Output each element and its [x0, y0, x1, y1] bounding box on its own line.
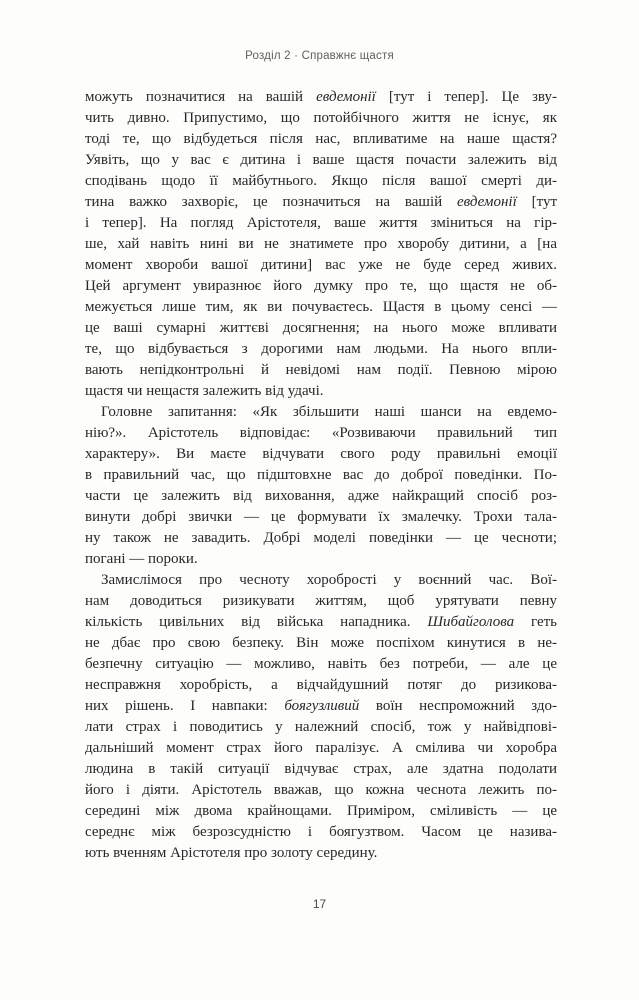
- text-line: тина важко захворіє, це позначиться на вашій евдемонії [тут: [85, 194, 557, 210]
- text-line: ють вченням Арістотеля про золоту середину.: [85, 845, 378, 861]
- text-line: погані — пороки.: [85, 551, 198, 567]
- text-line: части це залежить від виховання, адже найкращий спосіб роз-: [85, 488, 557, 504]
- text-line: нію?». Арістотель відповідає: «Розвиваючи правильний тип: [85, 425, 557, 441]
- text-line: несправжня хоробрість, а відчайдушний потяг до ризикова-: [85, 677, 557, 693]
- text-line: сподівань щодо її майбутнього. Якщо після вашої смерті ди-: [85, 173, 557, 189]
- page-number: 17: [312, 897, 327, 911]
- text-line: щастя чи нещастя залежить від удачі.: [85, 383, 324, 399]
- text-line: в правильний час, що підштовхне вас до доброї поведінки. По-: [85, 467, 557, 483]
- text-line: дальніший момент страх його паралізує. А смілива чи хоробра: [85, 740, 557, 756]
- text-line: лати страх і поводитись у належний спосіб, тож у найвідпові-: [85, 719, 557, 735]
- text-line: ше, хай навіть нині ви не знатимете про хворобу дитини, а [на: [85, 236, 557, 252]
- text-line: те, що відбувається з дорогими нам людьми. На нього впли-: [85, 341, 557, 357]
- text-line: межується лише тим, як ви почуваєтесь. Щастя в цьому сенсі —: [85, 299, 557, 315]
- text-line: ну також не завадить. Добрі моделі поведінки — це чесноти;: [85, 530, 557, 546]
- text-line: не дбає про свою безпеку. Він може поспіхом кинутися в не-: [85, 635, 557, 651]
- text-line: характеру». Ви маєте відчувати свого роду правильні емоції: [85, 446, 557, 462]
- text-line: винути добрі звички — це формувати їх змалечку. Трохи тала-: [85, 509, 557, 525]
- text-line: нам доводиться ризикувати життям, щоб урятувати певну: [85, 593, 557, 609]
- text-line: Замислімося про чесноту хоробрості у воєнний час. Вої-: [101, 572, 557, 588]
- text-line: Цей аргумент увиразнює його думку про те, що щастя не об-: [85, 278, 557, 294]
- text-line: кількість цивільних від війська нападника. Шибайголова геть: [85, 614, 557, 630]
- text-line: можуть позначитися на вашій евдемонії [тут і тепер]. Це зву-: [85, 89, 557, 105]
- text-line: його і діяти. Арістотель вважав, що кожна чеснота лежить по-: [85, 782, 557, 798]
- text-line: і тепер]. На погляд Арістотеля, ваше життя зміниться на гір-: [85, 215, 557, 231]
- text-line: людина в такій ситуації відчуває страх, але здатна подолати: [85, 761, 557, 777]
- body-text: [85, 87, 557, 864]
- text-line: них рішень. І навпаки: боягузливий воїн неспроможний здо-: [85, 698, 557, 714]
- text-line: середнє між безрозсудністю і боягузтвом. Часом це назива-: [85, 824, 557, 840]
- text-line: Головне запитання: «Як збільшити наші шанси на евдемо-: [101, 404, 557, 420]
- running-head: Розділ 2 · Справжнє щастя: [245, 50, 394, 62]
- text-line: тоді те, що відбудеться після нас, впливатиме на наше щастя?: [85, 131, 557, 147]
- text-line: вають непідконтрольні й невідомі нам події. Певною мірою: [85, 362, 557, 378]
- text-line: це ваші сумарні життєві досягнення; на нього може впливати: [85, 320, 557, 336]
- text-line: Уявіть, що у вас є дитина і ваше щастя почасти залежить від: [85, 152, 557, 168]
- text-line: момент хвороби вашої дитини] вас уже не буде серед живих.: [85, 257, 557, 273]
- text-line: середині між двома крайнощами. Приміром, сміливість — це: [85, 803, 557, 819]
- text-line: чить дивно. Припустимо, що потойбічного життя не існує, як: [85, 110, 557, 126]
- text-line: безпечну ситуацію — можливо, навіть без потреби, — але це: [85, 656, 557, 672]
